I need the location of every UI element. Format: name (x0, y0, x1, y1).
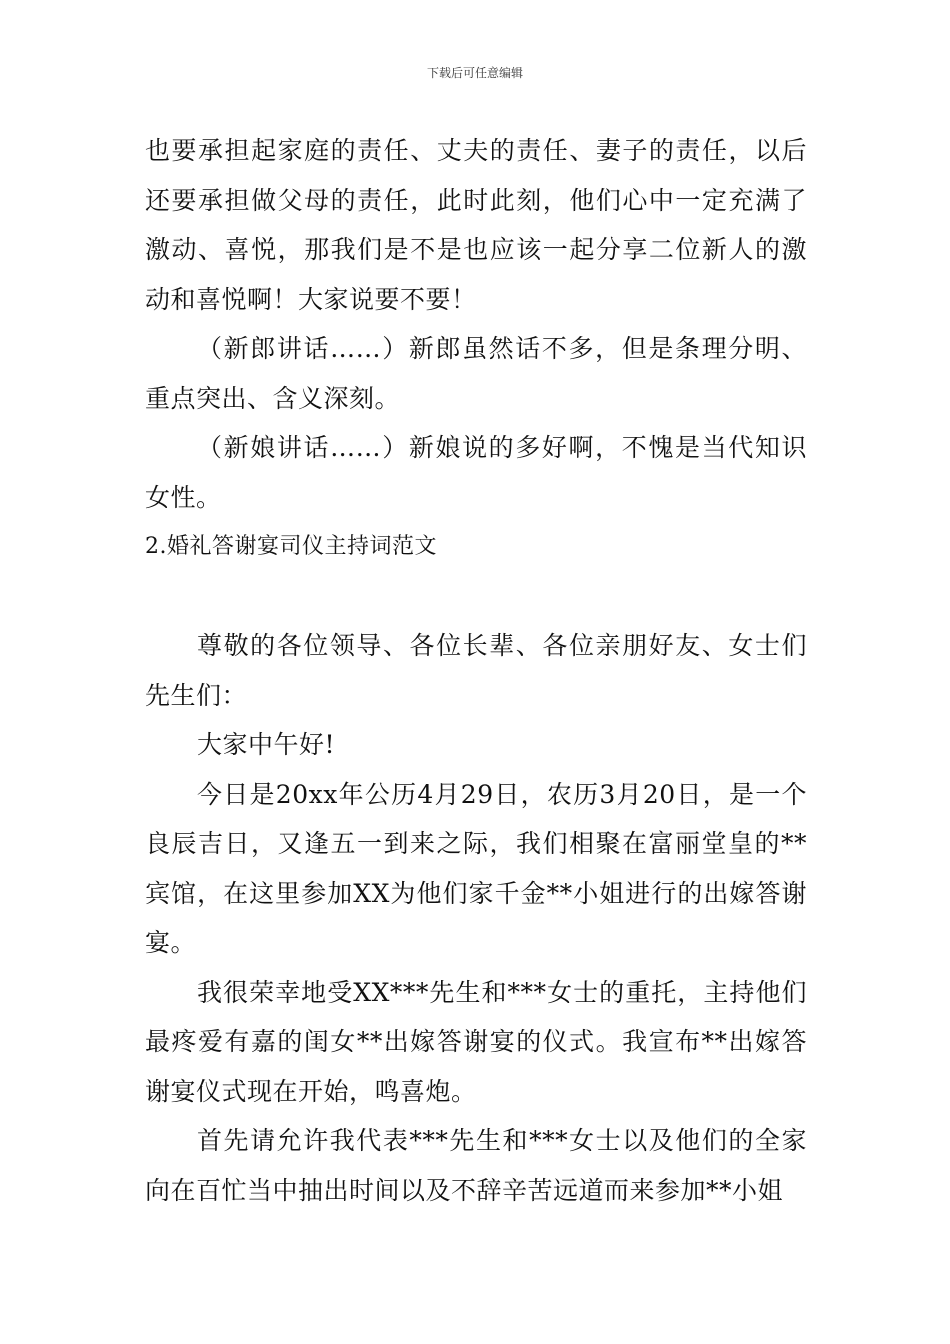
page-header-note: 下载后可任意编辑 (426, 66, 523, 80)
paragraph-continuation: 也要承担起家庭的责任、丈夫的责任、妻子的责任，以后还要承担做父母的责任，此时此刻，他们心中一定充满了激动、喜悦，那我们是不是也应该一起分享二位新人的激动和喜悦啊！大家说要不要！ (145, 136, 807, 314)
paragraph-groom-speech: （新郎讲话……）新郎虽然话不多，但是条理分明、重点突出、含义深刻。 (145, 334, 807, 413)
paragraph-honored: 我很荣幸地受XX***先生和***女士的重托，主持他们最疼爱有嘉的闺女**出嫁答谢宴的仪式。我宣布**出嫁答谢宴仪式现在开始，鸣喜炮。 (145, 977, 807, 1106)
paragraph-date: 今日是20xx年公历4月29日，农历3月20日，是一个良辰吉日，又逢五一到来之际，我们相聚在富丽堂皇的**宾馆，在这里参加XX为他们家千金**小姐进行的出嫁答谢宴。 (145, 779, 807, 957)
section-heading: 2.婚礼答谢宴司仪主持词范文 (145, 534, 437, 559)
paragraph-greeting-address: 尊敬的各位领导、各位长辈、各位亲朋好友、女士们先生们： (145, 631, 807, 710)
document-body (145, 126, 807, 1215)
paragraph-bride-speech: （新娘讲话……）新娘说的多好啊，不愧是当代知识女性。 (145, 433, 807, 512)
blank-line (145, 572, 807, 622)
paragraph-thanks: 首先请允许我代表***先生和***女士以及他们的全家向在百忙当中抽出时间以及不辞辛苦远道而来参加**小姐 (145, 1126, 807, 1205)
paragraph-good-noon: 大家中午好! (197, 730, 336, 759)
